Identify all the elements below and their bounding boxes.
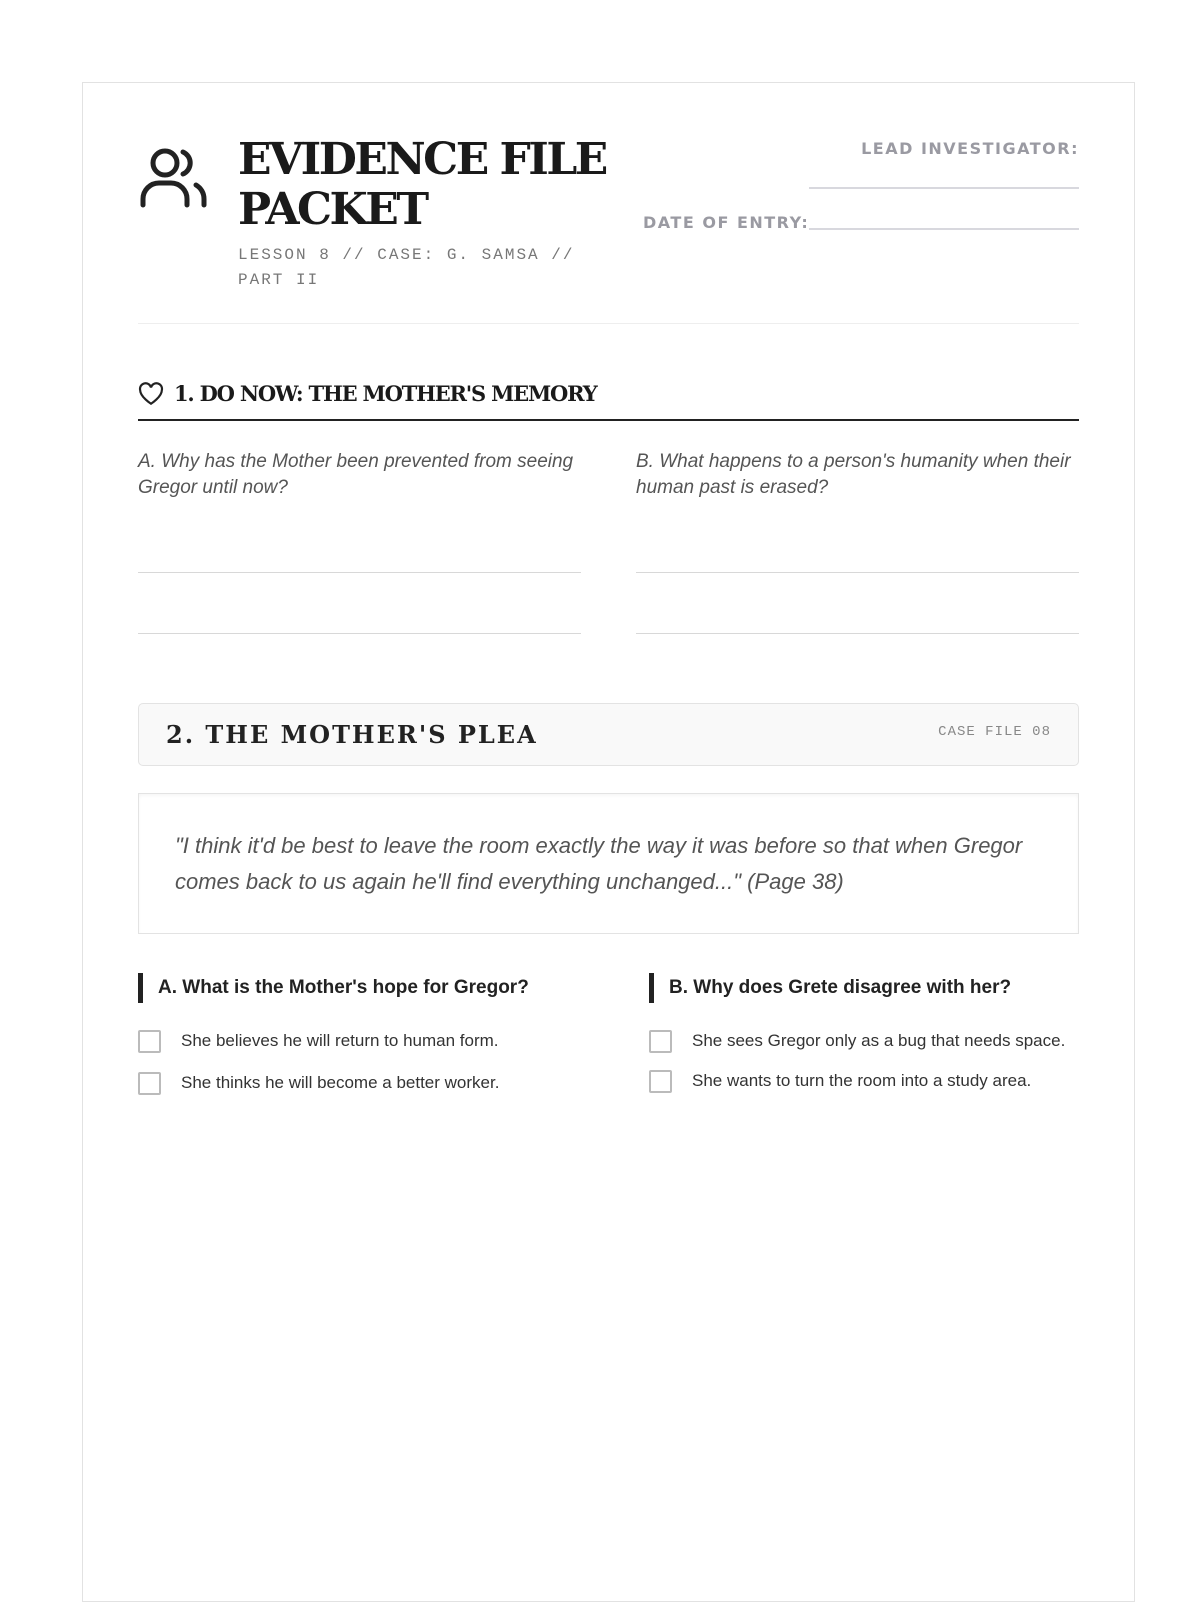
header-divider (138, 323, 1079, 324)
date-of-entry-field[interactable] (809, 228, 1079, 230)
option-label: She believes he will return to human form. (181, 1031, 499, 1050)
option-b-1[interactable] (649, 1027, 1081, 1055)
section-2-title: 2. THE MOTHER'S PLEA (166, 720, 538, 749)
answer-line-b-2[interactable] (636, 633, 1079, 634)
option-label: She wants to turn the room into a study area. (692, 1071, 1032, 1090)
option-a-2[interactable] (138, 1069, 598, 1097)
answer-line-a-2[interactable] (138, 633, 581, 634)
question-b-label: B. Why does Grete disagree with her? (649, 973, 1081, 1003)
date-of-entry-label: DATE OF ENTRY: (643, 213, 810, 232)
option-label: She sees Gregor only as a bug that needs space. (692, 1031, 1066, 1050)
section-1-rule (138, 419, 1079, 421)
option-b-2[interactable] (649, 1067, 1081, 1095)
checkbox[interactable] (138, 1030, 161, 1053)
section-2-header (138, 703, 1079, 766)
question-b-block (649, 973, 1081, 1095)
checkbox[interactable] (138, 1072, 161, 1095)
question-a-label: A. What is the Mother's hope for Gregor? (138, 973, 598, 1003)
answer-line-b-1[interactable] (636, 572, 1079, 573)
heart-icon (138, 382, 164, 406)
checkbox[interactable] (649, 1070, 672, 1093)
case-file-tag: CASE FILE 08 (938, 724, 1051, 740)
option-a-1[interactable] (138, 1027, 598, 1055)
users-icon (138, 143, 208, 209)
question-a-block (138, 973, 598, 1097)
section-1-title: 1. DO NOW: THE MOTHER'S MEMORY (174, 381, 597, 406)
lead-investigator-label: LEAD INVESTIGATOR: (861, 139, 1079, 158)
quote-box: "I think it'd be best to leave the room exactly the way it was before so that when Gregor comes back to us again he'll find everything unchanged..." (Page 38) (138, 793, 1079, 934)
worksheet-page (82, 82, 1135, 1602)
answer-line-a-1[interactable] (138, 572, 581, 573)
page-title: EVIDENCE FILE PACKET (238, 134, 606, 235)
section-1-heading (138, 381, 597, 406)
question-a: A. Why has the Mother been prevented from seeing Gregor until now? (138, 451, 574, 498)
lead-investigator-field[interactable] (809, 187, 1079, 189)
question-b: B. What happens to a person's humanity when their human past is erased? (636, 451, 1071, 498)
option-label: She thinks he will become a better worker. (181, 1073, 500, 1092)
checkbox[interactable] (649, 1030, 672, 1053)
page-subtitle: LESSON 8 // CASE: G. SAMSA // PART II (238, 246, 575, 289)
